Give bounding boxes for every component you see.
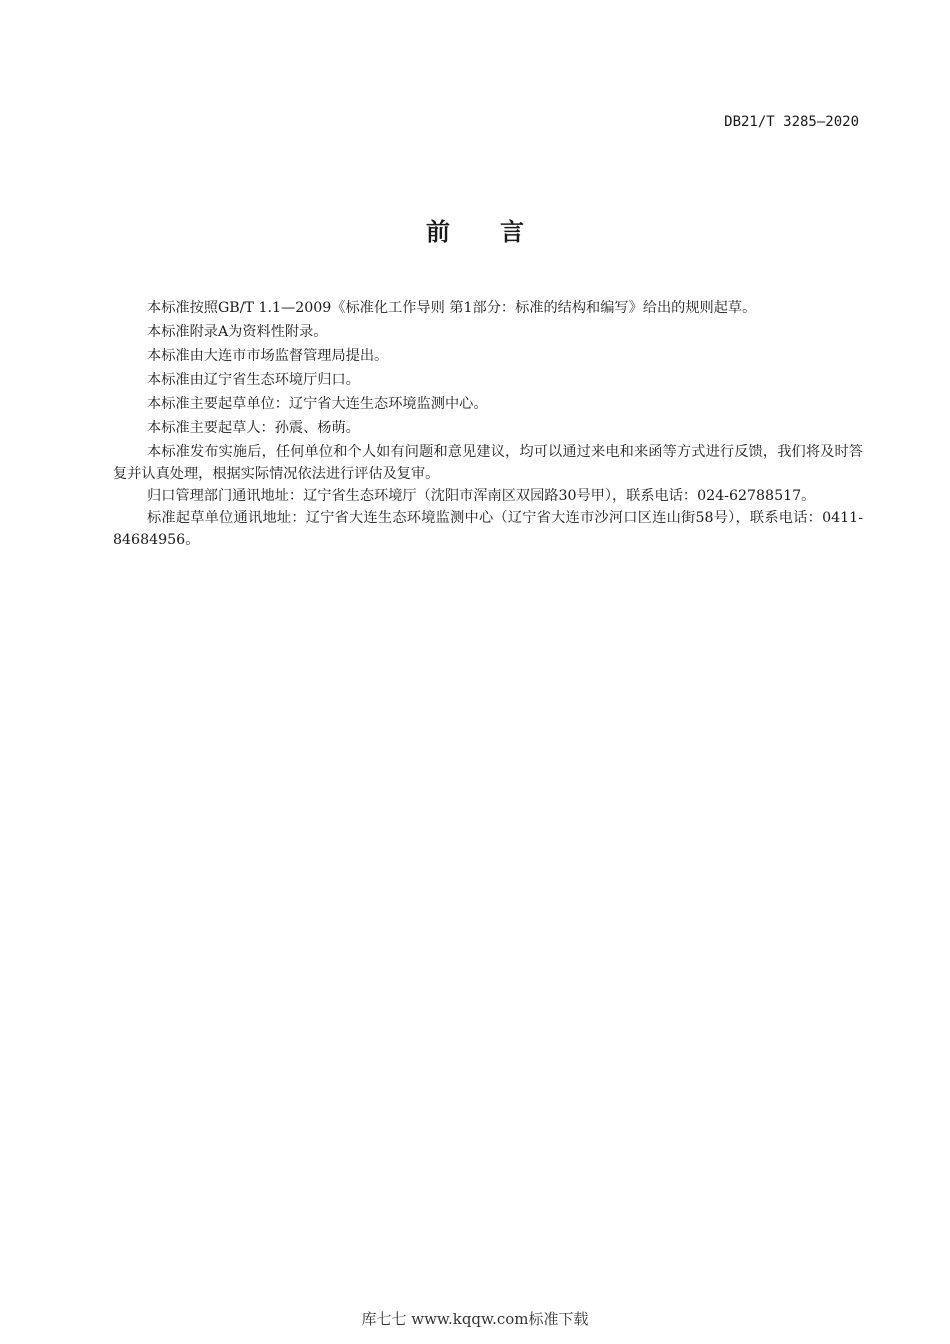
foreword-body: [113, 297, 863, 551]
paragraph-admin-address: 归口管理部门通讯地址：辽宁省生态环境厅（沈阳市浑南区双园路30号甲），联系电话：024-62788517。: [147, 488, 816, 504]
paragraph-drafting-unit: 本标准主要起草单位：辽宁省大连生态环境监测中心。: [147, 396, 488, 412]
paragraph-drafting-rules: 本标准按照GB/T 1.1—2009《标准化工作导则 第1部分：标准的结构和编写》给出的规则起草。: [147, 300, 757, 316]
paragraph-drafters: 本标准主要起草人：孙震、杨萌。: [147, 420, 360, 436]
page-title-part1: 前: [426, 218, 450, 246]
paragraph-drafter-address: 标准起草单位通讯地址：辽宁省大连生态环境监测中心（辽宁省大连市沙河口区连山街58号），联系电话：0411-84684956。: [113, 510, 863, 548]
footer-watermark: 库七七 www.kqqw.com标准下载: [361, 1310, 589, 1328]
page-title: [0, 212, 950, 247]
paragraph-feedback: 本标准发布实施后，任何单位和个人如有问题和意见建议，均可以通过来电和来函等方式进行反馈，我们将及时答复并认真处理，根据实际情况依法进行评估及复审。: [113, 444, 863, 482]
paragraph-administrator: 本标准由辽宁省生态环境厅归口。: [147, 372, 360, 388]
paragraph-appendix: 本标准附录A为资料性附录。: [147, 324, 328, 340]
page-title-part2: 言: [500, 218, 524, 246]
paragraph-proposer: 本标准由大连市市场监督管理局提出。: [147, 348, 389, 364]
document-code: DB21/T 3285—2020: [724, 114, 859, 130]
